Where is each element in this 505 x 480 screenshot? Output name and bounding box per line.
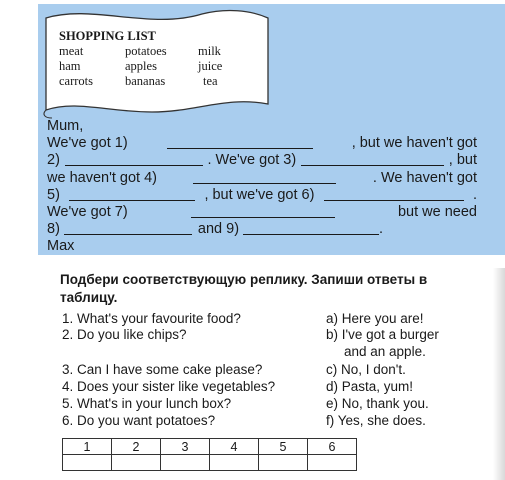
letter-text-segment: .	[472, 186, 477, 203]
letter-text-segment: but we need	[397, 203, 477, 220]
letter-text-segment: . We haven't got	[372, 169, 477, 186]
letter-line	[47, 204, 477, 221]
letter-text-segment: We've got 7)	[47, 203, 128, 220]
answer-cell[interactable]	[210, 455, 259, 471]
blank-6[interactable]	[324, 187, 464, 201]
letter-text-segment: , but	[448, 152, 477, 169]
answer-cell[interactable]	[112, 455, 161, 471]
blank-4[interactable]	[193, 170, 336, 184]
letter-line	[47, 221, 477, 238]
question-item: 6. Do you want potatoes?	[62, 413, 216, 428]
letter-text-segment: , but we haven't got	[351, 135, 477, 152]
question-item: 4. Does your sister like vegetables?	[62, 379, 276, 394]
letter-line	[47, 170, 477, 187]
answer-item: f) Yes, she does.	[326, 413, 426, 428]
blank-9[interactable]	[243, 221, 379, 235]
blank-8[interactable]	[64, 221, 192, 235]
answer-item: e) No, thank you.	[326, 396, 429, 411]
answer-item: d) Pasta, yum!	[326, 379, 414, 394]
answer-table	[62, 438, 357, 471]
answer-cell[interactable]	[161, 455, 210, 471]
letter-text-segment: we haven't got 4)	[47, 169, 157, 186]
list-item: carrots	[59, 74, 94, 88]
table-header-cell: 4	[210, 439, 259, 455]
letter-text-segment: .	[379, 221, 384, 238]
blank-5[interactable]	[69, 187, 195, 201]
question-item: 5. What's in your lunch box?	[62, 396, 232, 411]
table-header-cell: 1	[63, 439, 112, 455]
table-header-cell: 3	[161, 439, 210, 455]
letter-text-segment: 5)	[47, 186, 60, 203]
answer-item: and an apple.	[344, 344, 426, 359]
letter-text-segment: We've got 1)	[47, 135, 128, 152]
letter-line	[47, 238, 477, 255]
list-item: potatoes	[125, 44, 167, 58]
blank-3[interactable]	[301, 152, 444, 166]
table-answer-row	[63, 455, 357, 471]
list-item: ham	[59, 59, 81, 73]
question-item: 1. What's your favourite food?	[62, 311, 241, 326]
list-item: tea	[203, 74, 218, 88]
letter-text	[47, 118, 477, 256]
list-item: meat	[59, 44, 84, 58]
table-header-cell: 6	[308, 439, 357, 455]
list-item: bananas	[125, 74, 166, 88]
letter-greeting: Mum,	[47, 118, 84, 134]
blank-1[interactable]	[167, 135, 313, 149]
letter-line	[47, 135, 477, 152]
blank-7[interactable]	[191, 204, 335, 218]
letter-line	[47, 118, 477, 135]
shopping-list-title: SHOPPING LIST	[59, 29, 156, 43]
letter-text-segment: and 9)	[197, 221, 240, 238]
table-header-cell: 2	[112, 439, 161, 455]
answer-item: b) I've got a burger	[326, 327, 439, 342]
question-item: 3. Can I have some cake please?	[62, 362, 263, 377]
letter-text-segment: 8)	[47, 221, 60, 238]
letter-line	[47, 152, 477, 169]
answer-cell[interactable]	[308, 455, 357, 471]
letter-text-segment: . We've got 3)	[207, 152, 297, 169]
answer-item: c) No, I don't.	[326, 362, 406, 377]
answer-cell[interactable]	[63, 455, 112, 471]
answer-cell[interactable]	[259, 455, 308, 471]
page-edge-shadow	[493, 268, 505, 480]
list-item: juice	[198, 59, 223, 73]
blank-2[interactable]	[65, 152, 203, 166]
table-header-cell: 5	[259, 439, 308, 455]
list-item: apples	[125, 59, 157, 73]
answer-item: a) Here you are!	[326, 311, 424, 326]
letter-line	[47, 187, 477, 204]
letter-text-segment: 2)	[47, 152, 60, 169]
letter-text-segment: , but we've got 6)	[204, 186, 315, 203]
task-instruction: Подбери соответствующую реплику. Запиши ответы в таблицу.	[60, 272, 428, 305]
list-item: milk	[198, 44, 221, 58]
question-item: 2. Do you like chips?	[62, 327, 187, 342]
table-header-row	[63, 439, 357, 455]
letter-signature: Max	[47, 238, 75, 255]
